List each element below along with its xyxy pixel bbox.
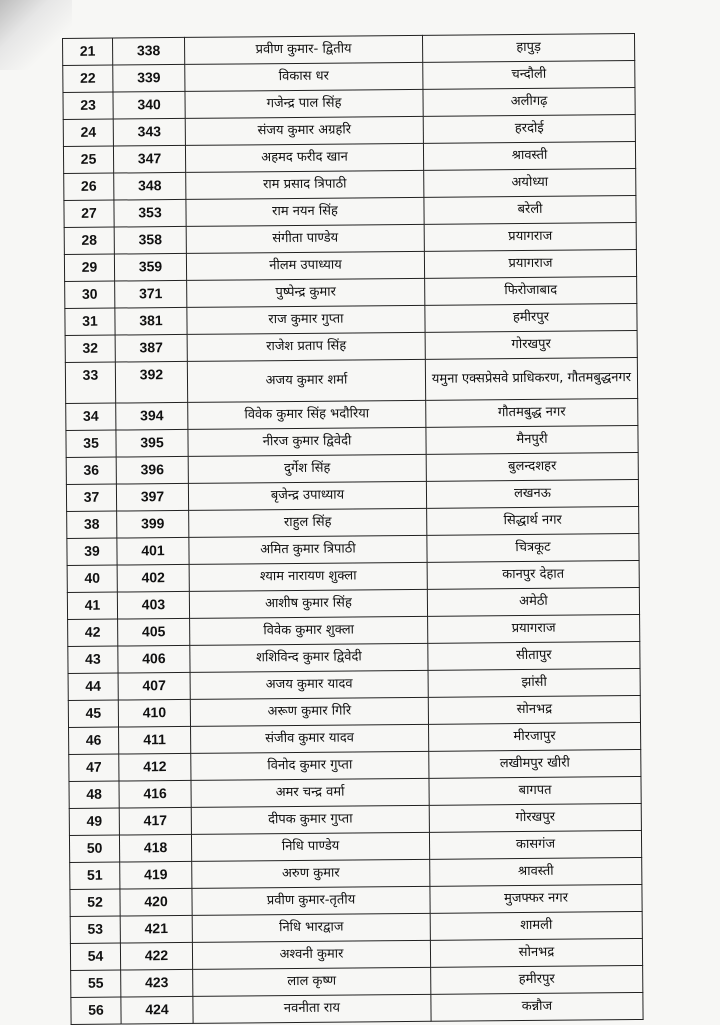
code-cell: 347 [113, 145, 185, 173]
officer-name-cell: गजेन्द्र पाल सिंह [185, 89, 423, 118]
code-cell: 338 [113, 37, 185, 65]
serial-number-cell: 28 [64, 227, 114, 254]
code-cell: 406 [118, 645, 190, 673]
code-cell: 403 [117, 591, 189, 619]
officer-name-cell: अश्वनी कुमार [192, 940, 430, 969]
officer-name-cell: राजेश प्रताप सिंह [187, 332, 425, 361]
officer-name-cell: नवनीता राय [193, 994, 431, 1023]
officer-name-cell: नीलम उपाध्याय [186, 251, 424, 280]
district-cell: सिद्धार्थ नगर [427, 506, 639, 535]
officer-name-cell: विकास धर [185, 62, 423, 91]
serial-number-cell: 46 [69, 727, 119, 754]
district-cell: मुजफ्फर नगर [430, 884, 642, 913]
table-row [71, 992, 643, 1024]
code-cell: 399 [117, 510, 189, 538]
officer-name-cell: संजीव कुमार यादव [191, 724, 429, 753]
officer-list-table [62, 33, 644, 1025]
officer-name-cell: विवेक कुमार सिंह भदौरिया [188, 400, 426, 429]
officer-name-cell: शशिविन्द कुमार द्विवेदी [190, 643, 428, 672]
code-cell: 353 [114, 199, 186, 227]
serial-number-cell: 52 [70, 889, 120, 916]
district-cell: चित्रकूट [427, 533, 639, 562]
officer-name-cell: लाल कृष्ण [193, 967, 431, 996]
serial-number-cell: 54 [70, 943, 120, 970]
serial-number-cell: 21 [63, 38, 113, 65]
officer-name-cell: प्रवीण कुमार- द्वितीय [184, 35, 422, 64]
code-cell: 420 [120, 888, 192, 916]
district-cell: हमीरपुर [425, 303, 637, 332]
officer-name-cell: विवेक कुमार शुक्ला [190, 616, 428, 645]
district-cell: लखीमपुर खीरी [429, 749, 641, 778]
serial-number-cell: 24 [63, 119, 113, 146]
officer-name-cell: राम नयन सिंह [186, 197, 424, 226]
district-cell: प्रयागराज [424, 222, 636, 251]
code-cell: 416 [119, 780, 191, 808]
serial-number-cell: 47 [69, 754, 119, 781]
serial-number-cell: 55 [71, 970, 121, 997]
officer-name-cell: विनोद कुमार गुप्ता [191, 751, 429, 780]
officer-name-cell: राज कुमार गुप्ता [187, 305, 425, 334]
table-row [65, 357, 637, 403]
code-cell: 419 [120, 861, 192, 889]
code-cell: 423 [121, 969, 193, 997]
code-cell: 387 [115, 334, 187, 362]
code-cell: 421 [120, 915, 192, 943]
district-cell: मीरजापुर [429, 722, 641, 751]
district-cell: चन्दौली [423, 61, 635, 90]
district-cell: कानपुर देहात [427, 560, 639, 589]
district-cell: बुलन्दशहर [426, 452, 638, 481]
district-cell: हरदोई [423, 115, 635, 144]
serial-number-cell: 22 [63, 65, 113, 92]
code-cell: 392 [115, 361, 187, 403]
serial-number-cell: 33 [65, 362, 115, 403]
code-cell: 424 [121, 996, 193, 1024]
serial-number-cell: 23 [63, 92, 113, 119]
serial-number-cell: 51 [70, 862, 120, 889]
district-cell: यमुना एक्सप्रेसवे प्राधिकरण, गौतमबुद्धनगर [425, 357, 637, 400]
code-cell: 405 [118, 618, 190, 646]
code-cell: 396 [116, 456, 188, 484]
code-cell: 371 [115, 280, 187, 308]
district-cell: श्रावस्ती [423, 141, 635, 170]
code-cell: 394 [116, 402, 188, 430]
district-cell: बागपत [429, 776, 641, 805]
district-cell: श्रावस्ती [430, 857, 642, 886]
district-cell: अयोध्या [424, 168, 636, 197]
officer-name-cell: बृजेन्द्र उपाध्याय [188, 481, 426, 510]
officer-name-cell: आशीष कुमार सिंह [189, 589, 427, 618]
serial-number-cell: 56 [71, 997, 121, 1024]
code-cell: 348 [114, 172, 186, 200]
serial-number-cell: 32 [65, 335, 115, 362]
code-cell: 401 [117, 537, 189, 565]
officer-name-cell: अहमद फरीद खान [185, 143, 423, 172]
code-cell: 402 [117, 564, 189, 592]
district-cell: हापुड़ [422, 34, 634, 63]
officer-name-cell: पुष्पेन्द्र कुमार [187, 278, 425, 307]
code-cell: 340 [113, 91, 185, 119]
serial-number-cell: 42 [68, 619, 118, 646]
officer-name-cell: राम प्रसाद त्रिपाठी [186, 170, 424, 199]
officer-name-cell: निधि भारद्वाज [192, 913, 430, 942]
officer-name-cell: संगीता पाण्डेय [186, 224, 424, 253]
serial-number-cell: 44 [68, 673, 118, 700]
code-cell: 343 [113, 118, 185, 146]
district-cell: अलीगढ़ [423, 88, 635, 117]
serial-number-cell: 43 [68, 646, 118, 673]
district-cell: गौतमबुद्ध नगर [426, 398, 638, 427]
serial-number-cell: 35 [66, 430, 116, 457]
serial-number-cell: 34 [66, 403, 116, 430]
officer-name-cell: निधि पाण्डेय [191, 832, 429, 861]
district-cell: प्रयागराज [428, 614, 640, 643]
code-cell: 407 [118, 672, 190, 700]
district-cell: बरेली [424, 195, 636, 224]
code-cell: 359 [114, 253, 186, 281]
officer-name-cell: अमित कुमार त्रिपाठी [189, 535, 427, 564]
district-cell: गोरखपुर [429, 803, 641, 832]
district-cell: मैनपुरी [426, 425, 638, 454]
serial-number-cell: 39 [67, 538, 117, 565]
serial-number-cell: 50 [69, 835, 119, 862]
district-cell: सीतापुर [428, 641, 640, 670]
document-table-wrapper [62, 33, 643, 1025]
serial-number-cell: 30 [65, 281, 115, 308]
officer-name-cell: अमर चन्द्र वर्मा [191, 778, 429, 807]
page-fold-shadow [0, 0, 72, 70]
serial-number-cell: 36 [66, 457, 116, 484]
code-cell: 395 [116, 429, 188, 457]
serial-number-cell: 26 [64, 173, 114, 200]
officer-name-cell: श्याम नारायण शुक्ला [189, 562, 427, 591]
code-cell: 418 [119, 834, 191, 862]
table-body [63, 34, 644, 1025]
serial-number-cell: 31 [65, 308, 115, 335]
officer-name-cell: संजय कुमार अग्रहरि [185, 116, 423, 145]
code-cell: 397 [116, 483, 188, 511]
serial-number-cell: 49 [69, 808, 119, 835]
serial-number-cell: 40 [67, 565, 117, 592]
code-cell: 410 [118, 699, 190, 727]
officer-name-cell: नीरज कुमार द्विवेदी [188, 427, 426, 456]
district-cell: कासगंज [429, 830, 641, 859]
officer-name-cell: अजय कुमार यादव [190, 670, 428, 699]
code-cell: 381 [115, 307, 187, 335]
serial-number-cell: 25 [63, 146, 113, 173]
district-cell: झांसी [428, 668, 640, 697]
officer-name-cell: दीपक कुमार गुप्ता [191, 805, 429, 834]
code-cell: 339 [113, 64, 185, 92]
officer-name-cell: राहुल सिंह [189, 508, 427, 537]
district-cell: सोनभद्र [430, 938, 642, 967]
serial-number-cell: 53 [70, 916, 120, 943]
district-cell: लखनऊ [426, 479, 638, 508]
serial-number-cell: 38 [67, 511, 117, 538]
code-cell: 411 [119, 726, 191, 754]
officer-name-cell: प्रवीण कुमार-तृतीय [192, 886, 430, 915]
district-cell: हमीरपुर [431, 965, 643, 994]
code-cell: 358 [114, 226, 186, 254]
serial-number-cell: 41 [67, 592, 117, 619]
officer-name-cell: अरूण कुमार गिरि [190, 697, 428, 726]
serial-number-cell: 48 [69, 781, 119, 808]
officer-name-cell: अजय कुमार शर्मा [187, 359, 425, 402]
district-cell: अमेठी [427, 587, 639, 616]
serial-number-cell: 29 [64, 254, 114, 281]
officer-name-cell: अरुण कुमार [192, 859, 430, 888]
district-cell: शामली [430, 911, 642, 940]
district-cell: गोरखपुर [425, 330, 637, 359]
serial-number-cell: 45 [68, 700, 118, 727]
serial-number-cell: 37 [66, 484, 116, 511]
code-cell: 417 [119, 807, 191, 835]
code-cell: 422 [120, 942, 192, 970]
district-cell: कन्नौज [431, 992, 643, 1021]
district-cell: प्रयागराज [424, 249, 636, 278]
district-cell: फिरोजाबाद [425, 276, 637, 305]
serial-number-cell: 27 [64, 200, 114, 227]
officer-name-cell: दुर्गेश सिंह [188, 454, 426, 483]
district-cell: सोनभद्र [428, 695, 640, 724]
code-cell: 412 [119, 753, 191, 781]
